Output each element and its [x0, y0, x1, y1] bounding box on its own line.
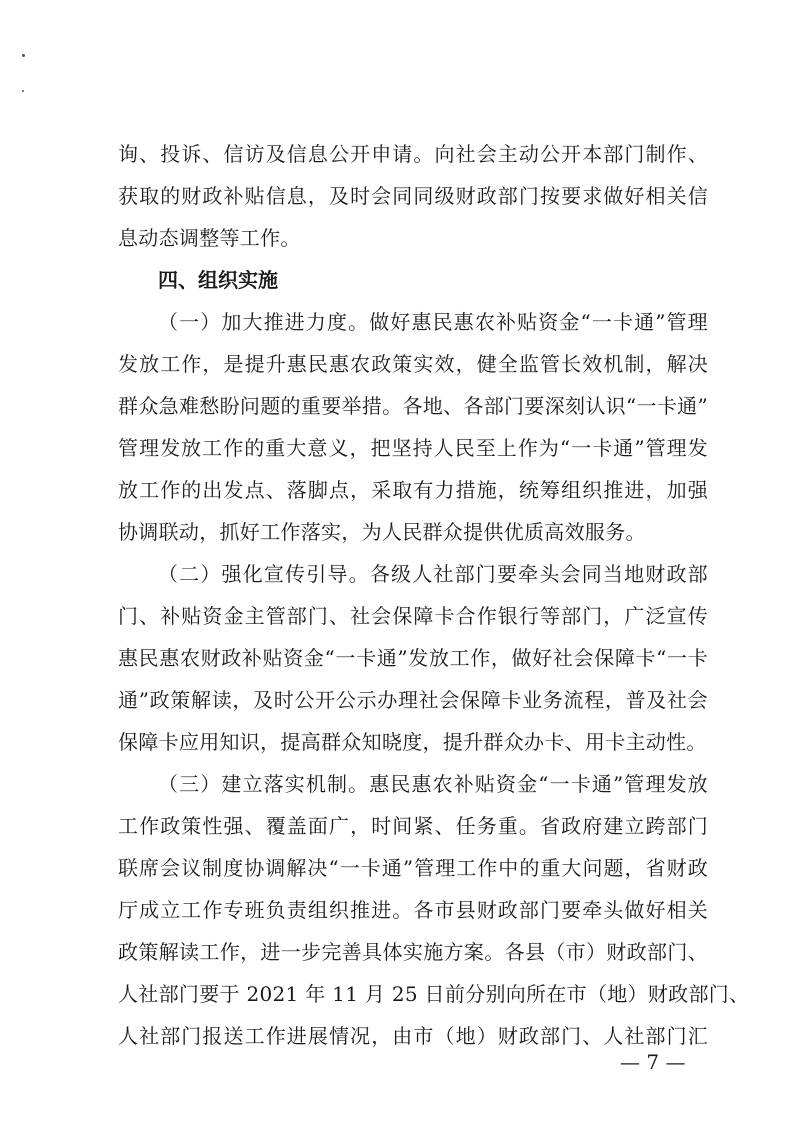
- section-heading: 四、组织实施: [158, 268, 278, 292]
- body-text-line: 息动态调整等工作。: [118, 226, 301, 250]
- body-text-line: （一）加大推进力度。做好惠民惠农补贴资金“一卡通”管理: [158, 310, 708, 334]
- scan-speck: [22, 54, 25, 57]
- body-text-line: 厅成立工作专班负责组织推进。各市县财政部门要牵头做好相关: [118, 898, 708, 922]
- body-text-line: 保障卡应用知识，提高群众知晓度，提升群众办卡、用卡主动性。: [118, 730, 707, 754]
- body-text-line: 联席会议制度协调解决“一卡通”管理工作中的重大问题，省财政: [118, 856, 708, 880]
- page-number: — 7 —: [620, 1050, 686, 1074]
- body-text-line: 工作政策性强、覆盖面广，时间紧、任务重。省政府建立跨部门: [118, 814, 708, 838]
- body-text-line: 协调联动，抓好工作落实，为人民群众提供优质高效服务。: [118, 520, 646, 544]
- body-text-line: 政策解读工作，进一步完善具体实施方案。各县（市）财政部门、: [118, 940, 708, 964]
- scan-speck: [22, 90, 24, 92]
- body-text-line: 放工作的出发点、落脚点，采取有力措施，统筹组织推进，加强: [118, 478, 708, 502]
- body-text-line: （二）强化宣传引导。各级人社部门要牵头会同当地财政部: [158, 562, 708, 586]
- body-text-line: 群众急难愁盼问题的重要举措。各地、各部门要深刻认识“一卡通”: [118, 394, 708, 418]
- body-text-line: （三）建立落实机制。惠民惠农补贴资金“一卡通”管理发放: [158, 772, 708, 796]
- body-text-line: 人社部门报送工作进展情况，由市（地）财政部门、人社部门汇: [118, 1024, 708, 1048]
- body-text-line: 询、投诉、信访及信息公开申请。向社会主动公开本部门制作、: [118, 142, 708, 166]
- body-text-line: 获取的财政补贴信息，及时会同同级财政部门按要求做好相关信: [118, 184, 708, 208]
- body-text-line: 门、补贴资金主管部门、社会保障卡合作银行等部门，广泛宣传: [118, 604, 708, 628]
- body-text-line: 通”政策解读，及时公开公示办理社会保障卡业务流程，普及社会: [118, 688, 708, 712]
- body-text-line: 管理发放工作的重大意义，把坚持人民至上作为“一卡通”管理发: [118, 436, 708, 460]
- body-text-line: 发放工作，是提升惠民惠农政策实效，健全监管长效机制，解决: [118, 352, 708, 376]
- body-text-line: 惠民惠农财政补贴资金“一卡通”发放工作，做好社会保障卡“一卡: [118, 646, 708, 670]
- body-text-line: 人社部门要于 2021 年 11 月 25 日前分别向所在市（地）财政部门、: [118, 982, 750, 1006]
